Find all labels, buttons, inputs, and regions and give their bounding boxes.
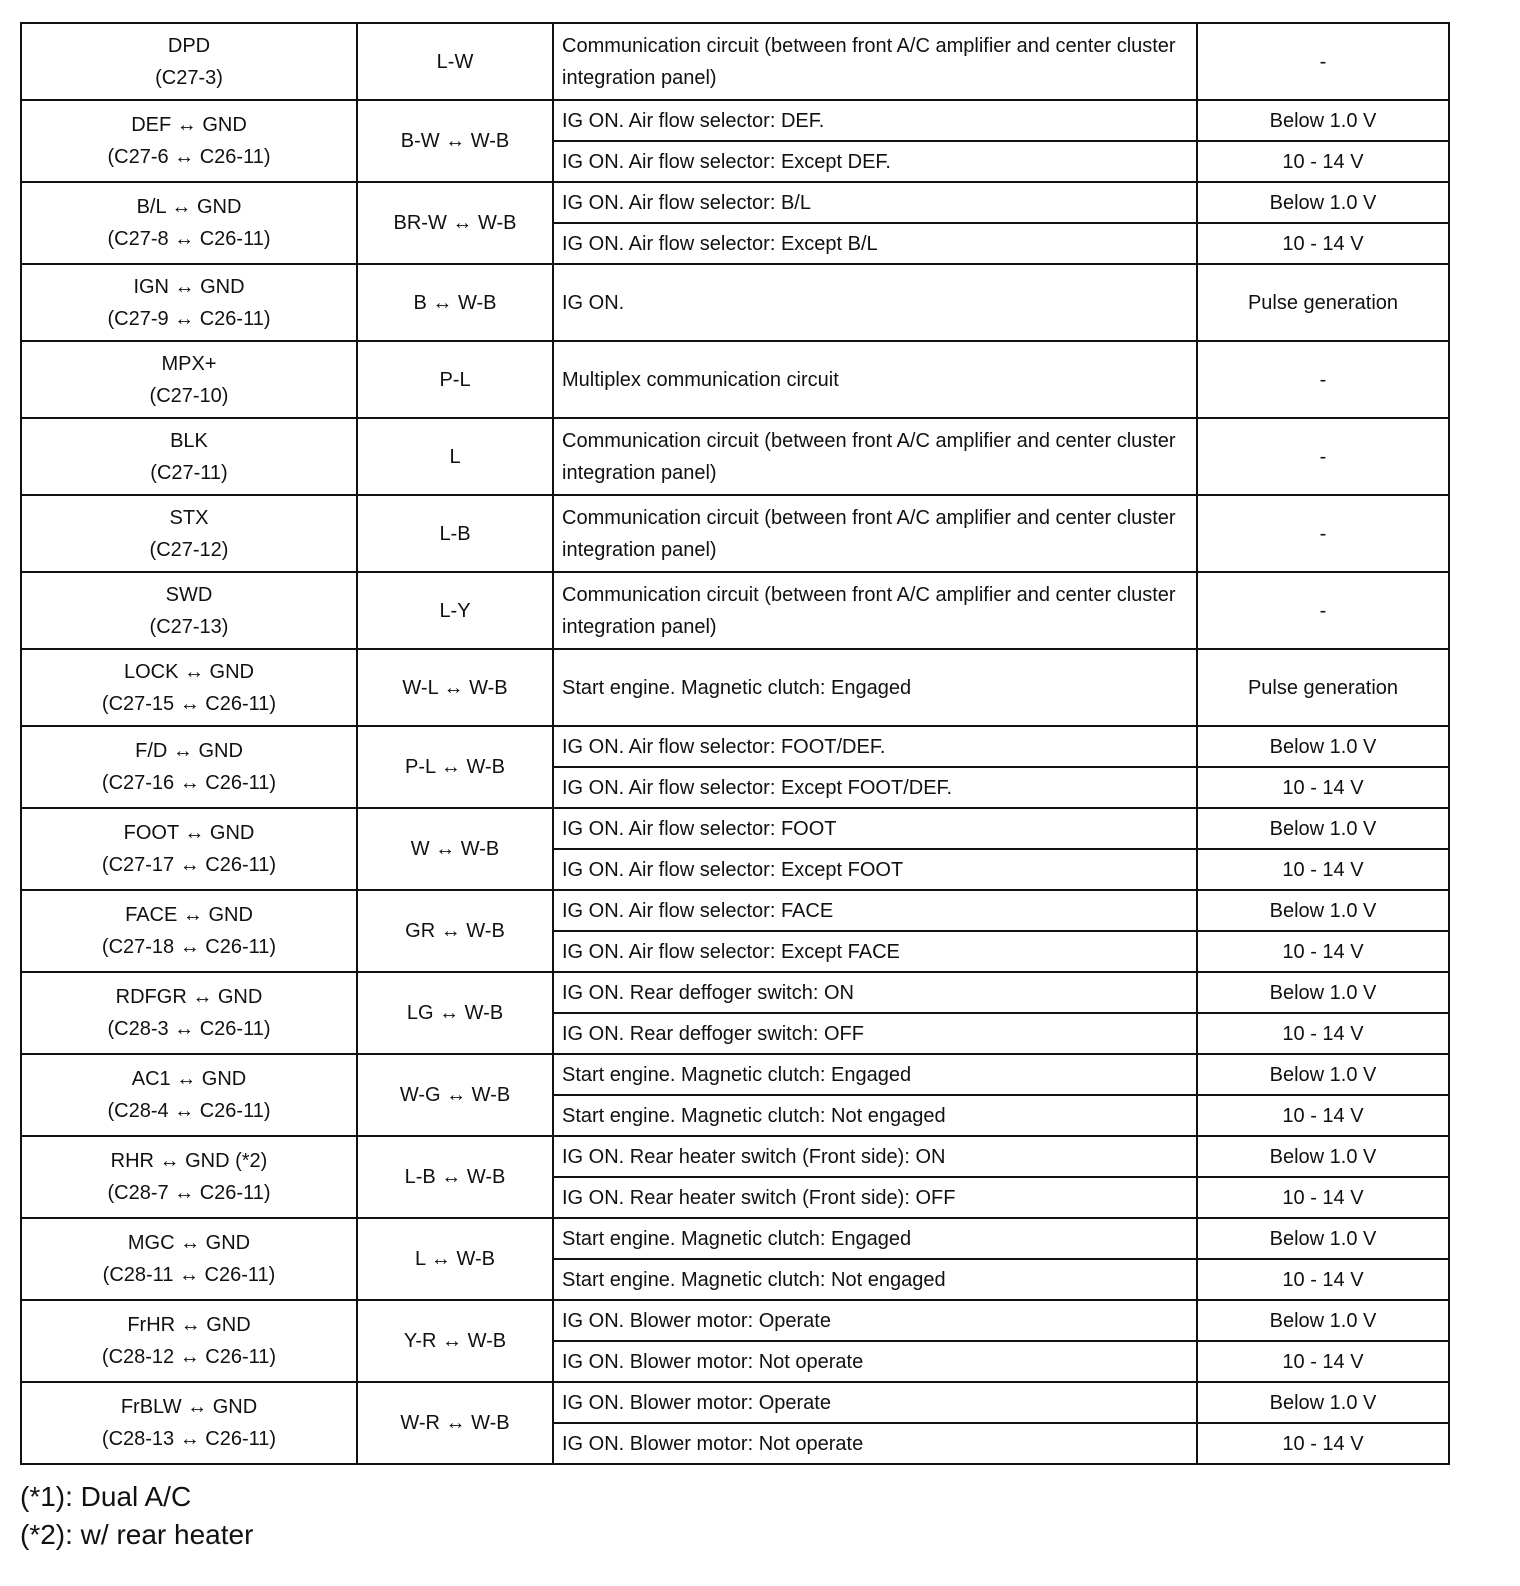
specified-condition-cell: -	[1197, 572, 1449, 649]
connector-pins: (C27-10)	[149, 384, 229, 407]
wiring-color-cell: W ↔ W-B	[357, 808, 553, 890]
terminal-cell	[21, 495, 357, 572]
connector-pins: (C27-3)	[155, 66, 223, 89]
terminal-name: STX	[169, 506, 209, 529]
connector-pins: (C28-4 ↔ C26-11)	[107, 1100, 271, 1122]
terminal-name: FrBLW ↔ GND	[120, 1396, 258, 1418]
wiring-color-cell: L ↔ W-B	[357, 1218, 553, 1300]
condition-cell: IG ON. Air flow selector: Except FACE	[553, 931, 1197, 972]
condition-cell: IG ON. Air flow selector: Except B/L	[553, 223, 1197, 264]
table-row	[21, 1136, 1449, 1177]
footnotes	[20, 1478, 253, 1554]
terminal-spec-table	[20, 22, 1450, 1465]
specified-condition-cell: Below 1.0 V	[1197, 1300, 1449, 1341]
table-row	[21, 726, 1449, 767]
condition-cell: IG ON. Air flow selector: Except FOOT/DEF.	[553, 767, 1197, 808]
specified-condition-cell: -	[1197, 418, 1449, 495]
terminal-cell	[21, 23, 357, 100]
condition-cell: IG ON. Air flow selector: DEF.	[553, 100, 1197, 141]
terminal-name: DEF ↔ GND	[131, 114, 247, 136]
wiring-color-cell: L-B	[357, 495, 553, 572]
condition-cell: Communication circuit (between front A/C amplifier and center cluster integration panel)	[553, 23, 1197, 100]
terminal-name: RHR ↔ GND (*2)	[110, 1150, 268, 1172]
wiring-color-cell: Y-R ↔ W-B	[357, 1300, 553, 1382]
table-row	[21, 1382, 1449, 1423]
connector-pins: (C27-17 ↔ C26-11)	[101, 854, 277, 876]
condition-cell: IG ON. Rear deffoger switch: OFF	[553, 1013, 1197, 1054]
condition-cell: Communication circuit (between front A/C amplifier and center cluster integration panel)	[553, 572, 1197, 649]
condition-cell: Start engine. Magnetic clutch: Not engaged	[553, 1095, 1197, 1136]
wiring-color-cell: L-B ↔ W-B	[357, 1136, 553, 1218]
wiring-color-cell: L-W	[357, 23, 553, 100]
specified-condition-cell: Pulse generation	[1197, 264, 1449, 341]
connector-pins: (C27-12)	[149, 538, 229, 561]
table-row	[21, 1054, 1449, 1095]
specified-condition-cell: 10 - 14 V	[1197, 849, 1449, 890]
table-row	[21, 100, 1449, 141]
wiring-color-cell: L	[357, 418, 553, 495]
terminal-name: AC1 ↔ GND	[131, 1068, 247, 1090]
terminal-cell	[21, 649, 357, 726]
specified-condition-cell: Below 1.0 V	[1197, 972, 1449, 1013]
condition-cell: Start engine. Magnetic clutch: Engaged	[553, 1218, 1197, 1259]
table-row	[21, 341, 1449, 418]
terminal-cell	[21, 726, 357, 808]
specified-condition-cell: -	[1197, 341, 1449, 418]
footnote-1: (*1): Dual A/C	[20, 1481, 192, 1512]
wiring-color-cell: P-L ↔ W-B	[357, 726, 553, 808]
wiring-color-cell: B ↔ W-B	[357, 264, 553, 341]
terminal-name: MPX+	[161, 352, 217, 375]
terminal-name: FACE ↔ GND	[125, 904, 253, 926]
connector-pins: (C27-15 ↔ C26-11)	[101, 692, 277, 715]
condition-cell: IG ON. Air flow selector: Except FOOT	[553, 849, 1197, 890]
terminal-name: FOOT ↔ GND	[123, 822, 255, 844]
specified-condition-cell: -	[1197, 495, 1449, 572]
spec-table-body	[21, 23, 1449, 1464]
terminal-cell	[21, 418, 357, 495]
condition-cell: IG ON. Rear heater switch (Front side): ON	[553, 1136, 1197, 1177]
terminal-cell	[21, 182, 357, 264]
connector-pins: (C27-13)	[149, 615, 229, 638]
terminal-cell	[21, 264, 357, 341]
specified-condition-cell: Below 1.0 V	[1197, 1054, 1449, 1095]
specified-condition-cell: 10 - 14 V	[1197, 1423, 1449, 1464]
condition-cell: IG ON. Air flow selector: Except DEF.	[553, 141, 1197, 182]
specified-condition-cell: Below 1.0 V	[1197, 726, 1449, 767]
connector-pins: (C27-8 ↔ C26-11)	[107, 228, 271, 250]
condition-cell: IG ON.	[553, 264, 1197, 341]
terminal-name: IGN ↔ GND	[133, 275, 245, 298]
condition-cell: Start engine. Magnetic clutch: Engaged	[553, 649, 1197, 726]
connector-pins: (C27-18 ↔ C26-11)	[101, 936, 277, 958]
wiring-color-cell: W-L ↔ W-B	[357, 649, 553, 726]
connector-pins: (C28-13 ↔ C26-11)	[101, 1428, 277, 1450]
specified-condition-cell: 10 - 14 V	[1197, 1177, 1449, 1218]
specified-condition-cell: 10 - 14 V	[1197, 931, 1449, 972]
condition-cell: IG ON. Blower motor: Not operate	[553, 1423, 1197, 1464]
specified-condition-cell: 10 - 14 V	[1197, 1259, 1449, 1300]
specified-condition-cell: 10 - 14 V	[1197, 1013, 1449, 1054]
terminal-cell	[21, 1382, 357, 1464]
specified-condition-cell: 10 - 14 V	[1197, 1341, 1449, 1382]
connector-pins: (C28-7 ↔ C26-11)	[107, 1182, 271, 1204]
specified-condition-cell: Below 1.0 V	[1197, 1218, 1449, 1259]
terminal-name: LOCK ↔ GND	[123, 660, 255, 683]
terminal-cell	[21, 572, 357, 649]
condition-cell: IG ON. Rear heater switch (Front side): OFF	[553, 1177, 1197, 1218]
terminal-cell	[21, 100, 357, 182]
table-row	[21, 972, 1449, 1013]
wiring-color-cell: LG ↔ W-B	[357, 972, 553, 1054]
specified-condition-cell: Below 1.0 V	[1197, 182, 1449, 223]
connector-pins: (C27-16 ↔ C26-11)	[101, 772, 277, 794]
condition-cell: IG ON. Blower motor: Not operate	[553, 1341, 1197, 1382]
condition-cell: IG ON. Air flow selector: B/L	[553, 182, 1197, 223]
condition-cell: IG ON. Air flow selector: FOOT/DEF.	[553, 726, 1197, 767]
table-row	[21, 495, 1449, 572]
specified-condition-cell: -	[1197, 23, 1449, 100]
table-row	[21, 1300, 1449, 1341]
specified-condition-cell: Below 1.0 V	[1197, 1382, 1449, 1423]
terminal-name: MGC ↔ GND	[127, 1232, 251, 1254]
wiring-color-cell: BR-W ↔ W-B	[357, 182, 553, 264]
terminal-cell	[21, 890, 357, 972]
terminal-name: RDFGR ↔ GND	[115, 986, 263, 1008]
terminal-name: FrHR ↔ GND	[127, 1314, 251, 1336]
wiring-color-cell: GR ↔ W-B	[357, 890, 553, 972]
specified-condition-cell: Below 1.0 V	[1197, 808, 1449, 849]
wiring-color-cell: W-G ↔ W-B	[357, 1054, 553, 1136]
wiring-color-cell: L-Y	[357, 572, 553, 649]
terminal-name: SWD	[165, 583, 213, 606]
table-row	[21, 572, 1449, 649]
table-row	[21, 418, 1449, 495]
table-row	[21, 264, 1449, 341]
table-row	[21, 890, 1449, 931]
specified-condition-cell: 10 - 14 V	[1197, 767, 1449, 808]
specified-condition-cell: Pulse generation	[1197, 649, 1449, 726]
terminal-cell	[21, 972, 357, 1054]
terminal-cell	[21, 341, 357, 418]
terminal-name: F/D ↔ GND	[135, 740, 243, 762]
terminal-cell	[21, 1300, 357, 1382]
condition-cell: Multiplex communication circuit	[553, 341, 1197, 418]
wiring-color-cell: W-R ↔ W-B	[357, 1382, 553, 1464]
specified-condition-cell: Below 1.0 V	[1197, 100, 1449, 141]
footnote-2: (*2): w/ rear heater	[20, 1519, 254, 1550]
connector-pins: (C27-9 ↔ C26-11)	[107, 307, 271, 330]
terminal-cell	[21, 808, 357, 890]
condition-cell: Communication circuit (between front A/C amplifier and center cluster integration panel)	[553, 495, 1197, 572]
condition-cell: IG ON. Blower motor: Operate	[553, 1382, 1197, 1423]
terminal-name: DPD	[167, 34, 211, 57]
wiring-color-cell: B-W ↔ W-B	[357, 100, 553, 182]
connector-pins: (C27-6 ↔ C26-11)	[107, 146, 271, 168]
table-row	[21, 182, 1449, 223]
condition-cell: IG ON. Blower motor: Operate	[553, 1300, 1197, 1341]
terminal-cell	[21, 1136, 357, 1218]
wiring-color-cell: P-L	[357, 341, 553, 418]
specified-condition-cell: Below 1.0 V	[1197, 890, 1449, 931]
table-row	[21, 23, 1449, 100]
condition-cell: IG ON. Air flow selector: FACE	[553, 890, 1197, 931]
connector-pins: (C28-11 ↔ C26-11)	[102, 1264, 276, 1286]
connector-pins: (C28-12 ↔ C26-11)	[101, 1346, 277, 1368]
terminal-name: BLK	[170, 429, 208, 452]
table-row	[21, 649, 1449, 726]
connector-pins: (C27-11)	[150, 461, 228, 484]
terminal-cell	[21, 1054, 357, 1136]
condition-cell: IG ON. Air flow selector: FOOT	[553, 808, 1197, 849]
table-row	[21, 1218, 1449, 1259]
specified-condition-cell: 10 - 14 V	[1197, 141, 1449, 182]
specified-condition-cell: Below 1.0 V	[1197, 1136, 1449, 1177]
specified-condition-cell: 10 - 14 V	[1197, 223, 1449, 264]
condition-cell: Communication circuit (between front A/C amplifier and center cluster integration panel)	[553, 418, 1197, 495]
condition-cell: Start engine. Magnetic clutch: Not engaged	[553, 1259, 1197, 1300]
table-row	[21, 808, 1449, 849]
connector-pins: (C28-3 ↔ C26-11)	[107, 1018, 271, 1040]
terminal-name: B/L ↔ GND	[136, 196, 242, 218]
specified-condition-cell: 10 - 14 V	[1197, 1095, 1449, 1136]
condition-cell: Start engine. Magnetic clutch: Engaged	[553, 1054, 1197, 1095]
condition-cell: IG ON. Rear deffoger switch: ON	[553, 972, 1197, 1013]
terminal-cell	[21, 1218, 357, 1300]
